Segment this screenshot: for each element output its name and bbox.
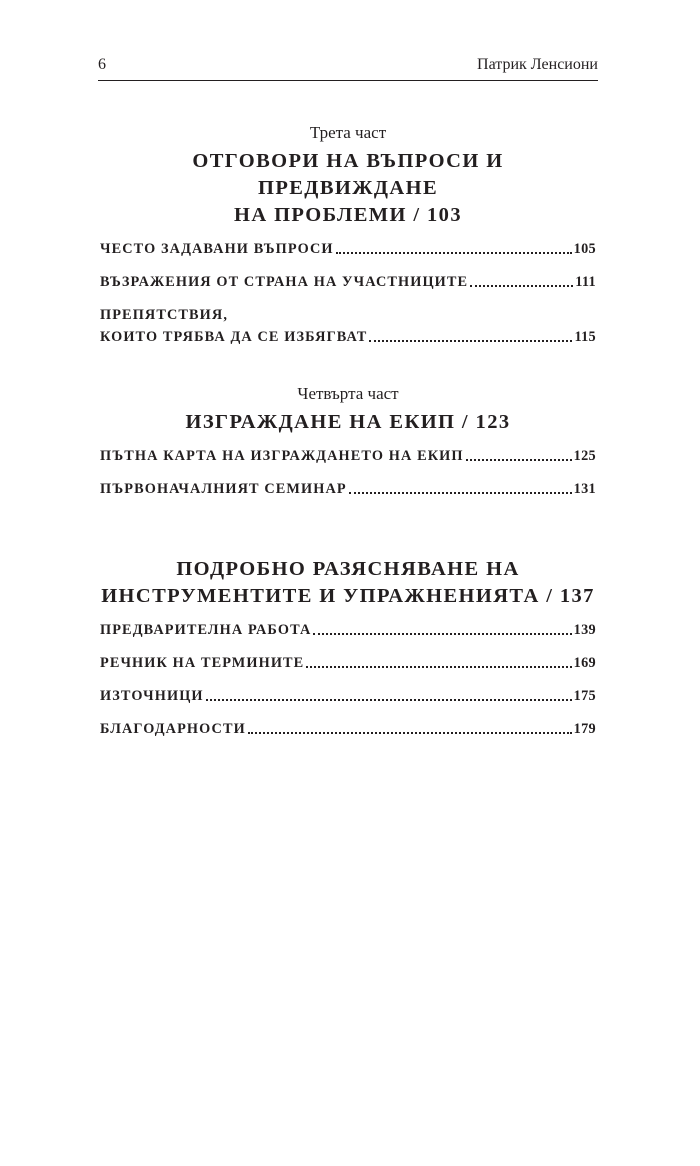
toc-entry-page: 115 xyxy=(574,329,596,345)
toc-section-part-3 xyxy=(100,122,596,348)
toc-entry-label: ВЪЗРАЖЕНИЯ ОТ СТРАНА НА УЧАСТНИЦИТЕ xyxy=(100,274,469,290)
dot-leader xyxy=(206,699,572,701)
toc-entry[interactable] xyxy=(100,718,596,740)
dot-leader xyxy=(248,732,572,734)
part-title-line: ИНСТРУМЕНТИТЕ И УПРАЖНЕНИЯТА / 137 xyxy=(101,585,595,607)
toc-section-part-4 xyxy=(100,383,596,500)
toc-entry-label: КОИТО ТРЯБВА ДА СЕ ИЗБЯГВАТ xyxy=(100,329,368,345)
toc-entry-page: 125 xyxy=(573,448,596,464)
toc-entry-label: ПЪРВОНАЧАЛНИЯТ СЕМИНАР xyxy=(100,481,347,497)
toc-entry-label: ЧЕСТО ЗАДАВАНИ ВЪПРОСИ xyxy=(100,241,334,257)
dot-leader xyxy=(349,492,572,494)
part-label: Четвърта част xyxy=(297,384,399,403)
toc-entry[interactable] xyxy=(100,478,596,500)
toc-entry[interactable] xyxy=(100,619,596,641)
part-label: Трета част xyxy=(309,123,387,142)
toc-entry-page: 139 xyxy=(573,622,596,638)
toc-section-tools xyxy=(100,556,596,740)
toc-entry-label: БЛАГОДАРНОСТИ xyxy=(100,721,246,737)
toc-entry[interactable] xyxy=(100,238,596,260)
toc-entry-page: 169 xyxy=(573,655,596,671)
toc-entry-label: ИЗТОЧНИЦИ xyxy=(100,688,204,704)
table-of-contents xyxy=(100,122,596,751)
dot-leader xyxy=(313,633,571,635)
toc-entry-label: ПРЕДВАРИТЕЛНА РАБОТА xyxy=(100,622,312,638)
toc-entry[interactable] xyxy=(100,685,596,707)
toc-entry-label: ПРЕПЯТСТВИЯ, xyxy=(100,307,228,323)
toc-entry-label: ПЪТНА КАРТА НА ИЗГРАЖДАНЕТО НА ЕКИП xyxy=(100,448,464,464)
page-number: 6 xyxy=(98,56,106,73)
page-header xyxy=(98,52,598,78)
running-title: Патрик Ленсиони xyxy=(477,56,598,73)
part-title-line: ОТГОВОРИ НА ВЪПРОСИ И ПРЕДВИЖДАНЕ xyxy=(192,150,504,199)
dot-leader xyxy=(306,666,571,668)
toc-entry-page: 105 xyxy=(573,241,596,257)
dot-leader xyxy=(470,285,573,287)
part-title xyxy=(100,148,596,229)
part-title xyxy=(100,556,596,610)
toc-entry[interactable] xyxy=(100,304,596,348)
toc-entry[interactable] xyxy=(100,445,596,467)
toc-entry-page: 179 xyxy=(573,721,596,737)
toc-entry[interactable] xyxy=(100,271,596,293)
toc-entry-page: 111 xyxy=(575,274,596,290)
header-rule xyxy=(98,80,598,81)
toc-entry-label: РЕЧНИК НА ТЕРМИНИТЕ xyxy=(100,655,305,671)
toc-entry-page: 131 xyxy=(573,481,596,497)
part-title-line: ПОДРОБНО РАЗЯСНЯВАНЕ НА xyxy=(176,558,520,580)
dot-leader xyxy=(466,459,572,461)
dot-leader xyxy=(369,340,572,342)
part-title-line: ИЗГРАЖДАНЕ НА ЕКИП / 123 xyxy=(185,411,511,433)
dot-leader xyxy=(336,252,572,254)
part-title-line: НА ПРОБЛЕМИ / 103 xyxy=(234,204,462,226)
toc-entry-page: 175 xyxy=(573,688,596,704)
part-title xyxy=(100,409,596,436)
toc-entry[interactable] xyxy=(100,652,596,674)
